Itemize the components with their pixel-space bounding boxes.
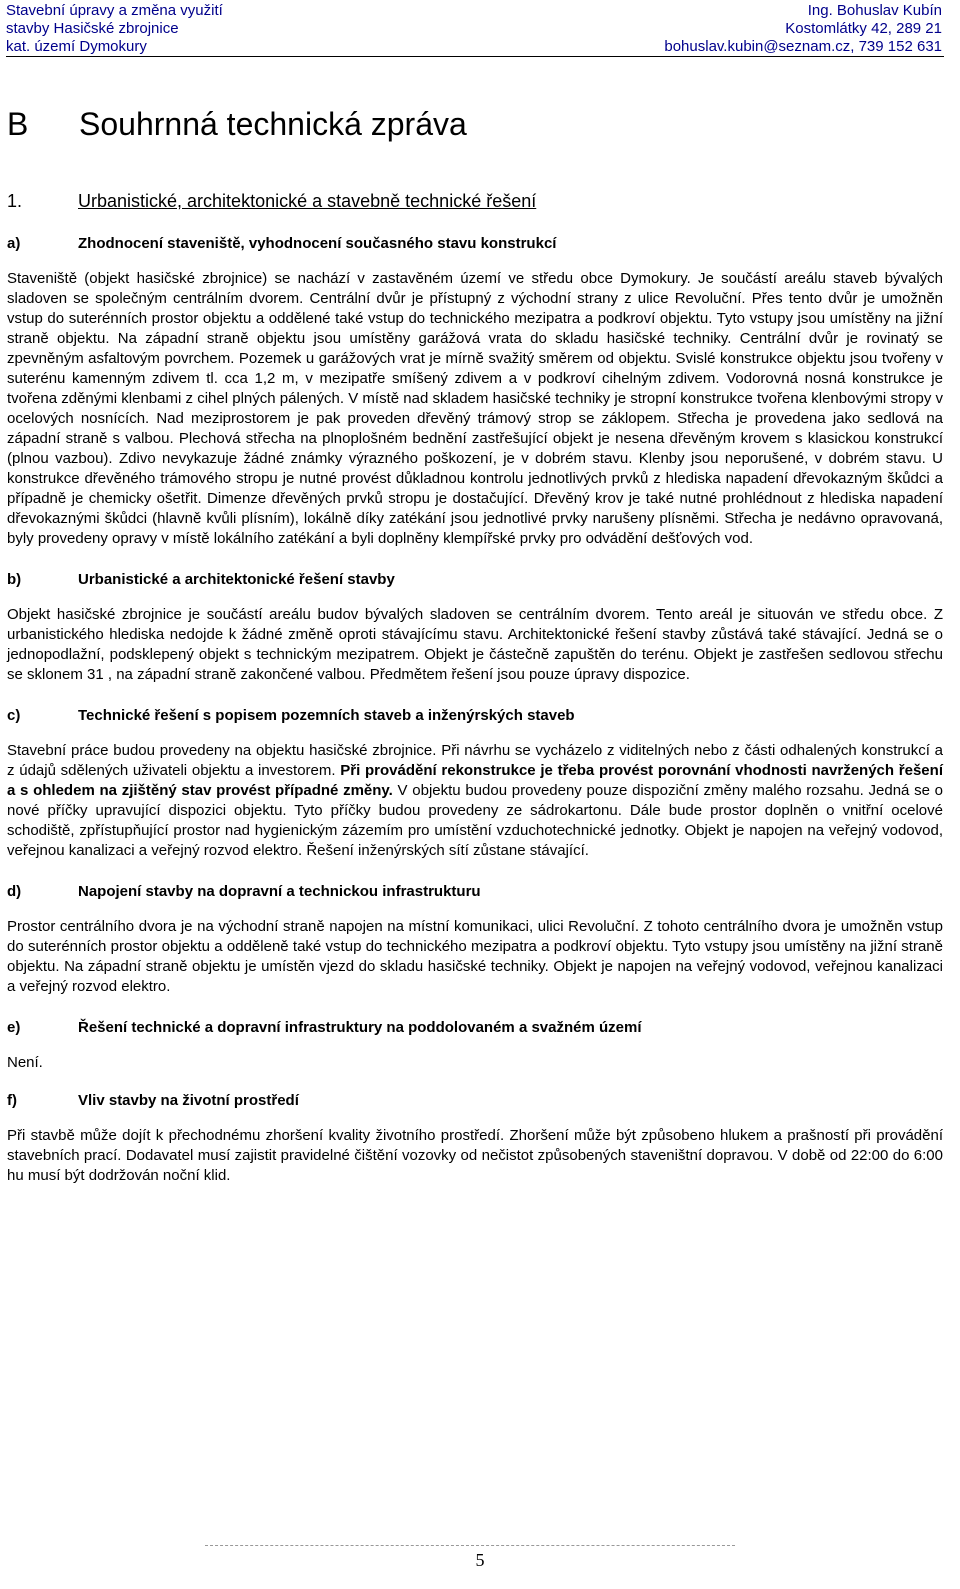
paragraph-sentence: Je součástí areálu staveb bývalých sladoven se společným centrálním dvorem. [7,270,943,307]
header-author-address: Kostomlátky 42, 289 21 [785,20,942,37]
paragraph-sentence: Střecha je nedávno opravovaná, byly provedeny opravy v místě lokálního zatékání a byli doplněny klempířské prvky pro odvádění dešťových vod. [7,510,944,547]
title-text: Souhrnná technická zpráva [79,106,467,142]
subsection-a-paragraph [7,269,943,549]
subsection-f-paragraph: Při stavbě může dojít k přechodnému zhoršení kvality životního prostředí. Zhoršení může být způsobeno hlukem a prašností při provádění stavebních prací. Dodavatel musí zajistit pravidelné čištění vozovky od nečistot způsobených staveništní dopravou. V době od 22:00 do 6:00 hu musí být dodržován noční klid. [7,1127,943,1184]
paragraph-sentence: Zdivo nevykazuje žádné známky výrazného poškození, je v dobrém stavu. [112,450,633,467]
header-project-line-1: Stavební úpravy a změna využití [6,2,223,19]
paragraph-sentence: Pozemek u garážových vrat je mírně svažitý směrem od objektu. [234,350,672,367]
paragraph-sentence: Staveniště (objekt hasičské zbrojnice) se nachází v zastavěném území ve středu obce Dymokury. [7,270,691,287]
subsection-label: e) [7,1019,21,1036]
header-author-name: Ing. Bohuslav Kubín [807,2,942,19]
paragraph-sentence: Svislé konstrukce objektu jsou tvořeny v suterénu kamenným zdivem tl. cca 1,2 m, v mezipatře smíšený zdivem a v podkroví cihelným zdivem. [7,350,944,387]
header-author-contact: bohuslav.kubin@seznam.cz, 739 152 631 [664,38,942,55]
page-header [6,2,942,56]
paragraph-sentence: Centrální dvůr je rovinatý se zpevněným asfaltovým povrchem. [7,330,943,367]
subsection-title: Vliv stavby na životní prostředí [78,1092,299,1109]
header-row [6,2,942,20]
subsection-label: a) [7,235,21,252]
subsection-e-paragraph: Není. [7,1054,43,1071]
subsection-title: Řešení technické a dopravní infrastruktury na poddolovaném a svažném území [78,1019,642,1036]
subsection-c-heading [7,706,943,726]
paragraph-sentence: Na západní straně objektu jsou umístěny garážová vrata do skladu hasičské techniky. [109,330,732,347]
page-number: 5 [475,1550,485,1570]
subsection-d-heading [7,882,943,902]
paragraph-sentence: Centrální dvůr je přístupný z východní strany z ulice Revoluční. [303,290,746,307]
subsection-title: Napojení stavby na dopravní a technickou infrastrukturu [78,883,481,900]
paragraph-sentence: Nad meziprostorem je pak proveden dřevěný trámový strop se záklopem. [149,410,670,427]
subsection-a-heading [7,234,943,254]
paragraph-text: Stavební práce budou provedeny na objektu hasičské zbrojnice. Při návrhu se vycházelo z viditelných nebo z části odhalených konstrukcí a z údajů sdělených uživateli objektu a investorem. [7,742,943,779]
paragraph-sentence: Střecha je provedena jako sedlová na západní straně s valbou. [7,410,943,447]
header-row [6,38,942,56]
subsection-label: c) [7,707,21,724]
subsection-label: f) [7,1092,17,1109]
paragraph-sentence: U konstrukce dřevěného trámového stropu je nutné provést důkladnou kontrolu jednotlivých prvků z hlediska napadení dřevokazným škůdci a případně je chemicky ošetřit. [7,450,943,507]
footer-divider [205,1545,735,1546]
paragraph-sentence: Tyto vstupy jsou umístěny na jižní straně objektu. [7,310,943,347]
paragraph-sentence: V místě nad skladem hasičské techniky je stropní konstrukce tvořena klenbovými stropy v ocelových nosnících. [7,390,944,427]
paragraph-sentence: Dřevěný krov je také nutné prohlédnout z hlediska napadení dřevokaznými škůdci (hlavně kvůli plísním), lokálně díky zatékání jsou jednotlivé prvky narušeny plísněmi. [7,490,944,527]
header-divider [6,56,944,57]
header-project-line-3: kat. území Dymokury [6,38,147,55]
paragraph-sentence: Dimenze dřevěných prvků stropu je dostačující. [201,490,529,507]
paragraph-sentence: Vodorovná nosná konstrukce je tvořena zděnými klenbami z cihel plných pálených. [7,370,943,407]
header-project-line-2: stavby Hasičské zbrojnice [6,20,179,37]
paragraph-text: V objektu budou provedeny pouze dispoziční změny malého rozsahu. Jedná se o nové příčky upravující dispozici objektu. Tyto příčky budou provedeny ze sádrokartonu. Dále bude prostor doplněn o vnitřní ocelové schodiště, zpřístupňující prostor nad hygienickým zázemím pro umístění vzduchotechnické jednotky. Objekt je napojen na veřejný vodovod, veřejnou kanalizaci a veřejný rozvod elektro. Řešení inženýrských sítí zůstane stávající. [7,782,943,859]
section-heading [7,188,943,214]
subsection-label: d) [7,883,22,900]
subsection-d-paragraph: Prostor centrálního dvora je na východní straně napojen na místní komunikaci, ulici Revoluční. Z tohoto centrálního dvora je umožněn vstup do suterénních prostor objektu a odděleně také vstup do technického mezipatra a podkroví objektu. Tyto vstupy jsou umístěny na jižní straně objektu. Na západní straně objektu je umístěn vjezd do skladu hasičské techniky. Objekt je napojen na veřejný vodovod, veřejnou kanalizaci a veřejný rozvod elektro. [7,918,943,995]
subsection-b-paragraph: Objekt hasičské zbrojnice je součástí areálu budov bývalých sladoven se centrálním dvorem. Tento areál je situován ve středu obce. Z urbanistického hlediska nedojde k žádné změně oproti stávajícímu stavu. Architektonické řešení stavby zůstává také stávající. Jedná se o jednopodlažní, podsklepený objekt s technickým mezipatrem. Objekt je částečně zapuštěn do terénu. Objekt je zastřešen sedlovou střechu se sklonem 31 , na západní straně zakončené valbou. Předmětem řešení jsou pouze úpravy dispozice. [7,606,943,683]
paragraph-emphasis: Při provádění rekonstrukce je třeba provést porovnání vhodnosti navržených řešení a s ohledem na zjištěný stav provést případné změny. [7,762,943,799]
subsection-c-paragraph [7,741,943,861]
subsection-title: Urbanistické a architektonické řešení stavby [78,571,395,588]
subsection-title: Technické řešení s popisem pozemních staveb a inženýrských staveb [78,707,575,724]
title-letter: B [7,106,29,142]
document-body [7,188,943,1207]
subsection-e-heading [7,1018,943,1038]
subsection-f-heading [7,1091,943,1111]
header-row [6,20,942,38]
document-title [7,104,467,144]
subsection-b-heading [7,570,943,590]
subsection-title: Zhodnocení staveniště, vyhodnocení současného stavu konstrukcí [78,235,557,252]
section-title: Urbanistické, architektonické a stavebně technické řešení [78,191,537,211]
section-number: 1. [7,191,23,211]
paragraph-sentence: Přes tento dvůr je umožněn vstup do suterénních prostor objektu a oddělené také vstup do technického mezipatra a podkroví objektu. [7,290,944,327]
paragraph-sentence: Klenby jsou neporušené, v dobrém stavu. [632,450,926,467]
subsection-label: b) [7,571,22,588]
paragraph-sentence: Plechová střecha na plnoplošném bednění zastřešující objekt je nesena dřevěným krovem s klasickou konstrukcí (plnou vazbou). [7,430,943,467]
